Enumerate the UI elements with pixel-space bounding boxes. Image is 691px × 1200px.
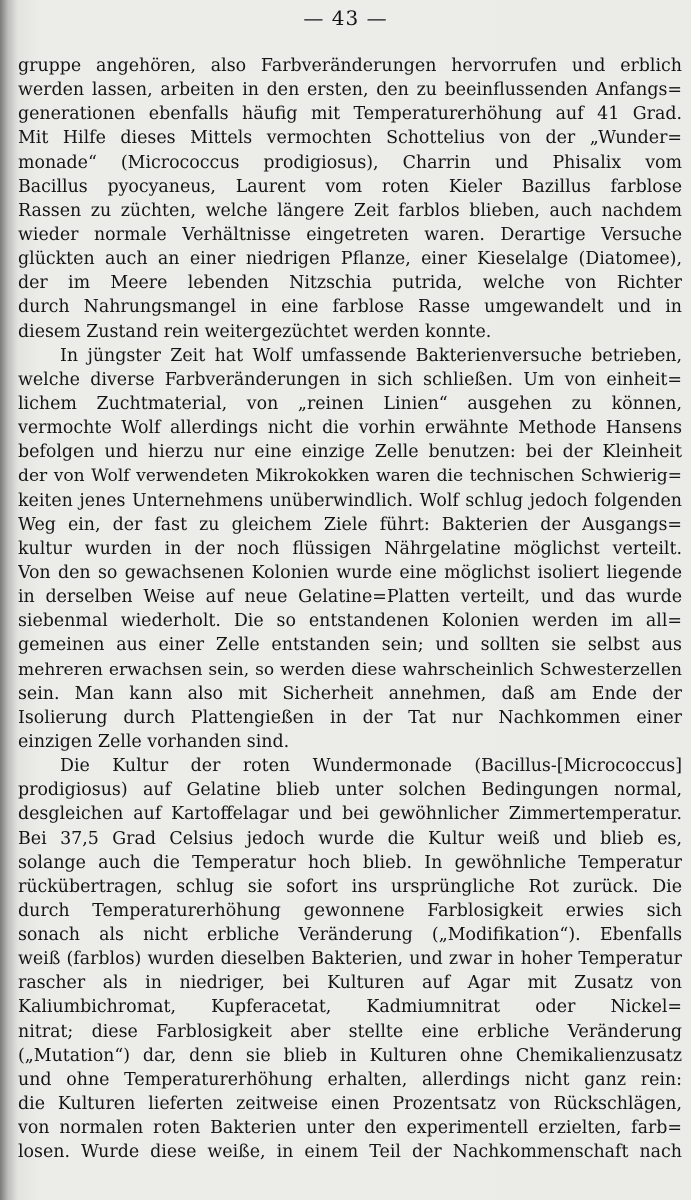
- text-line: rascher als in niedriger, bei Kulturen auf Agar mit Zusatz von: [18, 973, 682, 994]
- text-line: gruppe angehören, also Farbveränderungen hervorrufen und erblich: [18, 56, 682, 76]
- text-line: generationen ebenfalls häufig mit Temperaturerhöhung auf 41 Grad.: [18, 104, 682, 125]
- text-line: siebenmal wiederholt. Die so entstandenen Kolonien werden im all=: [18, 611, 682, 632]
- text-line: durch Nahrungsmangel in eine farblose Rasse umgewandelt und in: [18, 297, 682, 318]
- text-line: prodigiosus) auf Gelatine blieb unter solchen Bedingungen normal,: [18, 780, 682, 801]
- text-line: in derselben Weise auf neue Gelatine=Platten verteilt, und das wurde: [18, 587, 682, 608]
- body-text: [18, 54, 682, 1164]
- text-line: der von Wolf verwendeten Mikrokokken waren die technischen Schwierig=: [18, 466, 682, 487]
- text-line: Bei 37,5 Grad Celsius jedoch wurde die Kultur weiß und blieb es,: [18, 828, 682, 849]
- text-line: einzigen Zelle vorhanden sind.: [18, 731, 290, 752]
- text-line: mehreren erwachsen sein, so werden diese wahrscheinlich Schwesterzellen: [18, 659, 682, 680]
- text-line: gemeinen aus einer Zelle entstanden sein; und sollten sie selbst aus: [18, 635, 682, 656]
- text-line: der im Meere lebenden Nitzschia putrida, welche von Richter: [18, 273, 682, 294]
- text-line: befolgen und hierzu nur eine einzige Zelle benutzen: bei der Kleinheit: [18, 442, 682, 463]
- text-line: Kaliumbichromat, Kupferacetat, Kadmiumnitrat oder Nickel=: [18, 997, 682, 1018]
- text-line: weiß (farblos) wurden dieselben Bakterien, und zwar in hoher Temperatur: [18, 949, 682, 970]
- text-line: („Mutation“) dar, denn sie blieb in Kulturen ohne Chemikalienzusatz: [18, 1045, 682, 1066]
- text-line: In jüngster Zeit hat Wolf umfassende Bakterienversuche betrieben,: [60, 345, 682, 366]
- text-line: Bacillus pyocyaneus, Laurent vom roten Kieler Bazillus farblose: [18, 176, 682, 197]
- page-number: — 43 —: [303, 6, 388, 30]
- text-line: sonach als nicht erbliche Veränderung („Modifikation“). Ebenfalls: [18, 925, 682, 946]
- text-line: desgleichen auf Kartoffelagar und bei gewöhnlicher Zimmertemperatur.: [18, 804, 682, 825]
- text-line: durch Temperaturerhöhung gewonnene Farblosigkeit erwies sich: [18, 900, 682, 921]
- text-line: rückübertragen, schlug sie sofort ins ursprüngliche Rot zurück. Die: [18, 876, 682, 897]
- text-line: wieder normale Verhältnisse eingetreten waren. Derartige Versuche: [18, 224, 682, 245]
- text-line: Von den so gewachsenen Kolonien wurde eine möglichst isoliert liegende: [18, 562, 682, 583]
- text-line: kultur wurden in der noch flüssigen Nährgelatine möglichst verteilt.: [18, 538, 682, 559]
- text-line: welche diverse Farbveränderungen in sich schließen. Um von einheit=: [18, 369, 682, 390]
- text-line: Mit Hilfe dieses Mittels vermochten Schottelius von der „Wunder=: [18, 128, 682, 149]
- text-line: solange auch die Temperatur hoch blieb. In gewöhnliche Temperatur: [18, 852, 682, 873]
- text-line: von normalen roten Bakterien unter den experimentell erzielten, farb=: [18, 1118, 682, 1139]
- text-line: nitrat; diese Farblosigkeit aber stellte eine erbliche Veränderung: [18, 1021, 682, 1042]
- text-line: losen. Wurde diese weiße, in einem Teil der Nachkommenschaft nach: [18, 1142, 682, 1163]
- text-line: monade“ (Micrococcus prodigiosus), Charrin und Phisalix vom: [18, 152, 682, 173]
- text-line: Isolierung durch Plattengießen in der Tat nur Nachkommen einer: [18, 707, 682, 728]
- text-line: diesem Zustand rein weitergezüchtet werden konnte.: [18, 321, 492, 342]
- text-line: Weg ein, der fast zu gleichem Ziele führt: Bakterien der Ausgangs=: [18, 514, 682, 535]
- text-line: sein. Man kann also mit Sicherheit annehmen, daß am Ende der: [18, 683, 682, 704]
- text-line: keiten jenes Unternehmens unüberwindlich. Wolf schlug jedoch folgenden: [18, 490, 682, 511]
- text-line: werden lassen, arbeiten in den ersten, den zu beeinflussenden Anfangs=: [18, 80, 682, 101]
- text-line: glückten auch an einer niedrigen Pflanze, einer Kieselalge (Diatomee),: [18, 249, 682, 270]
- text-line: die Kulturen lieferten zeitweise einen Prozentsatz von Rückschlägen,: [18, 1094, 682, 1115]
- text-line: und ohne Temperaturerhöhung erhalten, allerdings nicht ganz rein:: [18, 1069, 682, 1090]
- text-line: vermochte Wolf allerdings nicht die vorhin erwähnte Methode Hansens: [18, 418, 682, 439]
- text-line: Die Kultur der roten Wundermonade (Bacillus-[Micrococcus]: [60, 756, 682, 777]
- text-line: Rassen zu züchten, welche längere Zeit farblos blieben, auch nachdem: [18, 200, 682, 221]
- text-line: lichem Zuchtmaterial, von „reinen Linien“ ausgehen zu können,: [18, 393, 682, 414]
